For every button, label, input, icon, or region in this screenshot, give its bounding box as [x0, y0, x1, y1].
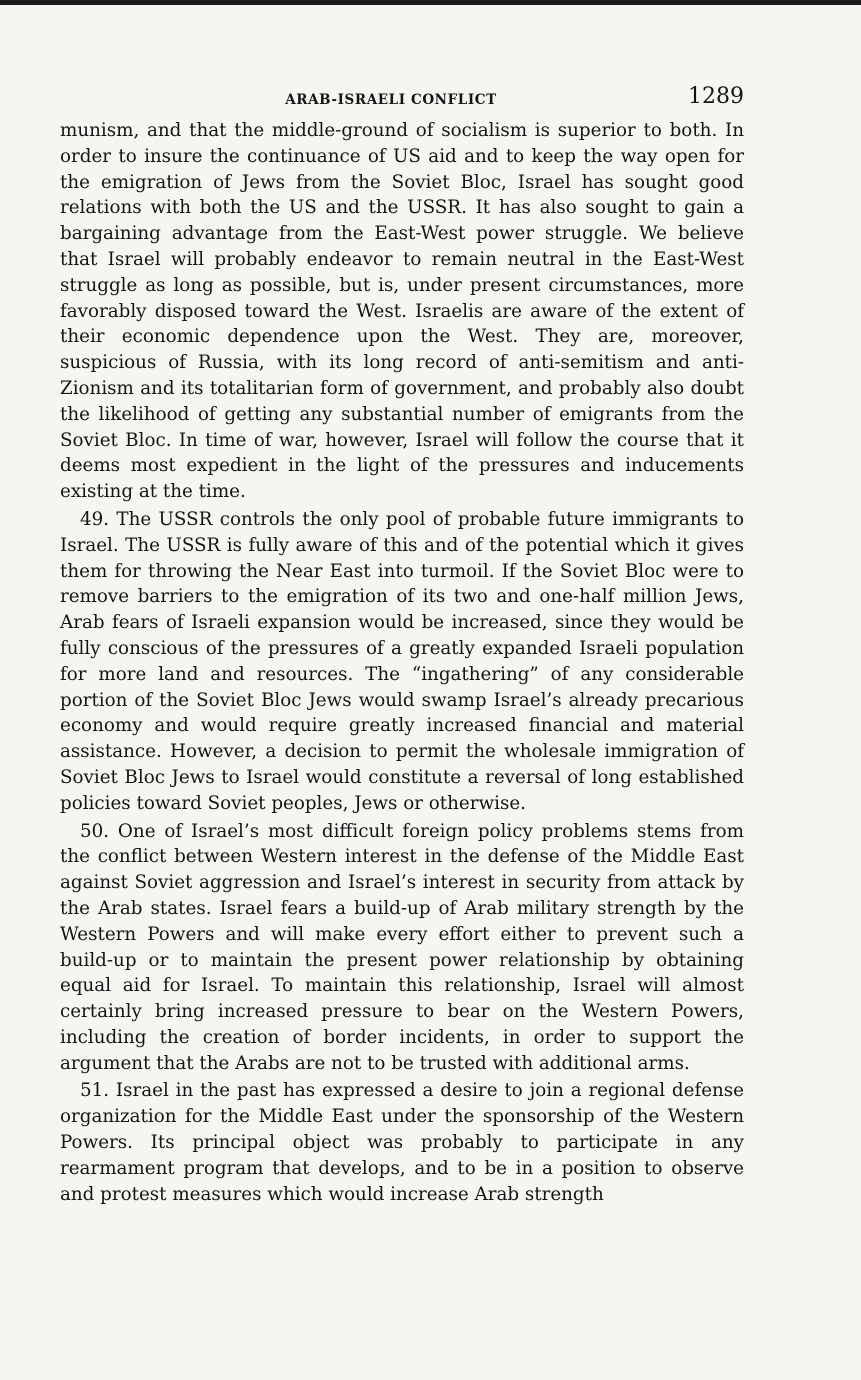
- document-page: [60, 84, 744, 1207]
- running-header: [60, 84, 744, 118]
- running-title: ARAB-ISRAELI CONFLICT: [285, 92, 497, 108]
- body-text: [60, 118, 744, 1207]
- paragraph-50: 50. One of Israel’s most difficult foreign policy problems stems from the conflict between Western interest in the defense of the Middle East against Soviet aggression and Israel’s interest in security from attack by the Arab states. Israel fears a build-up of Arab military strength by the Western Powers and will make every effort either to prevent such a build-up or to maintain the present power relationship by obtaining equal aid for Israel. To maintain this relationship, Israel will almost certainly bring increased pressure to bear on the Western Powers, including the creation of border incidents, in order to support the argument that the Arabs are not to be trusted with additional arms.: [60, 820, 744, 1074]
- top-edge-rule: [0, 0, 861, 5]
- paragraph-49: 49. The USSR controls the only pool of probable future immigrants to Israel. The USSR is fully aware of this and of the potential which it gives them for throwing the Near East into turmoil. If the Soviet Bloc were to remove barriers to the emigration of its two and one-half million Jews, Arab fears of Israeli expansion would be increased, since they would be fully conscious of the pressures of a greatly expanded Israeli population for more land and resources. The “ingathering” of any considerable portion of the Soviet Bloc Jews would swamp Israel’s already precarious economy and would require greatly increased financial and material assistance. However, a decision to permit the wholesale immigration of Soviet Bloc Jews to Israel would constitute a reversal of long established policies toward Soviet peoples, Jews or otherwise.: [60, 508, 744, 814]
- paragraph-51: 51. Israel in the past has expressed a desire to join a regional defense organization for the Middle East under the sponsorship of the Western Powers. Its principal object was probably to participate in any rearmament program that develops, and to be in a position to observe and protest measures which would increase Arab strength: [60, 1080, 744, 1205]
- paragraph-continued: munism, and that the middle-ground of socialism is superior to both. In order to insure the continuance of US aid and to keep the way open for the emigration of Jews from the Soviet Bloc, Israel has sought good relations with both the US and the USSR. It has also sought to gain a bargaining advantage from the East-West power struggle. We believe that Israel will probably endeavor to remain neutral in the East-West struggle as long as possible, but is, under present circumstances, more favorably disposed toward the West. Israelis are aware of the extent of their economic dependence upon the West. They are, moreover, suspicious of Russia, with its long record of anti-semitism and anti-Zionism and its totalitarian form of government, and probably also doubt the likelihood of getting any substantial number of emigrants from the Soviet Bloc. In time of war, however, Israel will follow the course that it deems most expedient in the light of the pressures and inducements existing at the time.: [60, 120, 744, 503]
- page-number: 1289: [688, 84, 744, 109]
